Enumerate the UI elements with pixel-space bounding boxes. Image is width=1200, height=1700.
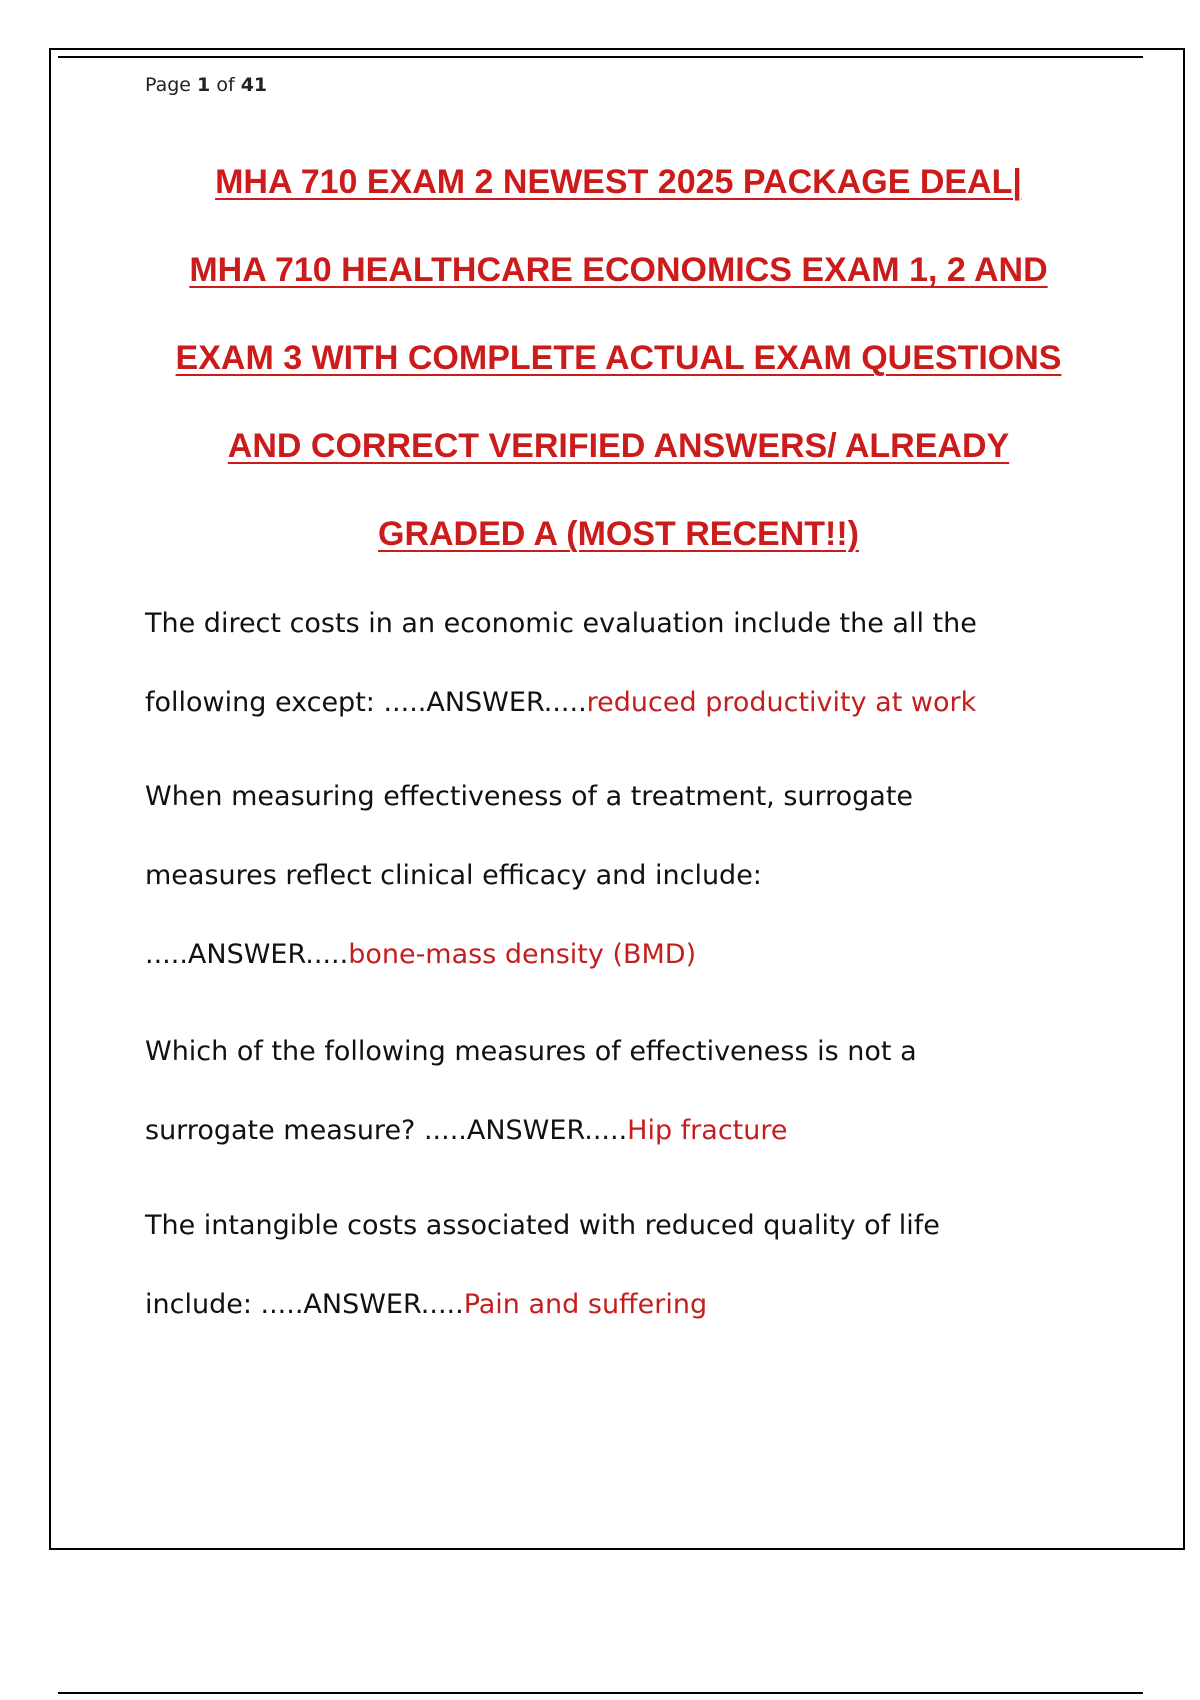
page-current: 1 bbox=[197, 74, 211, 96]
page-total: 41 bbox=[240, 74, 268, 96]
title-line-1: MHA 710 EXAM 2 NEWEST 2025 PACKAGE DEAL| bbox=[215, 163, 1022, 201]
question-1 bbox=[145, 584, 977, 742]
answer-4: Pain and suffering bbox=[463, 1289, 708, 1320]
question-4-line-2 bbox=[145, 1265, 940, 1344]
top-rule bbox=[58, 56, 1143, 58]
question-2-line-1: When measuring effectiveness of a treatment, surrogate bbox=[145, 781, 914, 812]
answer-3: Hip fracture bbox=[627, 1115, 788, 1146]
question-2-text: .....ANSWER..... bbox=[145, 939, 349, 970]
question-1-line-2 bbox=[145, 663, 977, 742]
answer-1: reduced productivity at work bbox=[586, 687, 977, 718]
question-1-line-1: The direct costs in an economic evaluation include the all the bbox=[145, 608, 977, 639]
question-3-line-2 bbox=[145, 1091, 917, 1170]
question-2 bbox=[145, 757, 913, 994]
question-2-line-2: measures reflect clinical efficacy and include: bbox=[145, 860, 762, 891]
answer-2: bone-mass density (BMD) bbox=[348, 939, 697, 970]
page-of: of bbox=[216, 74, 235, 96]
title-line-2: MHA 710 HEALTHCARE ECONOMICS EXAM 1, 2 AND bbox=[189, 251, 1048, 289]
question-3-text: surrogate measure? .....ANSWER..... bbox=[145, 1115, 628, 1146]
document-title bbox=[120, 138, 1117, 578]
question-1-text: following except: .....ANSWER..... bbox=[145, 687, 587, 718]
title-line-4: AND CORRECT VERIFIED ANSWERS/ ALREADY bbox=[227, 427, 1010, 465]
question-3 bbox=[145, 1012, 917, 1170]
question-4 bbox=[145, 1186, 940, 1344]
title-line-5: GRADED A (MOST RECENT!!) bbox=[378, 515, 859, 553]
question-4-line-1: The intangible costs associated with reduced quality of life bbox=[145, 1210, 940, 1241]
page-label: Page bbox=[145, 74, 191, 96]
title-line-3: EXAM 3 WITH COMPLETE ACTUAL EXAM QUESTIONS bbox=[175, 339, 1062, 377]
question-2-line-3 bbox=[145, 915, 913, 994]
question-4-text: include: .....ANSWER..... bbox=[145, 1289, 464, 1320]
bottom-rule bbox=[58, 1692, 1143, 1694]
question-3-line-1: Which of the following measures of effectiveness is not a bbox=[145, 1036, 917, 1067]
page-number bbox=[145, 74, 267, 96]
